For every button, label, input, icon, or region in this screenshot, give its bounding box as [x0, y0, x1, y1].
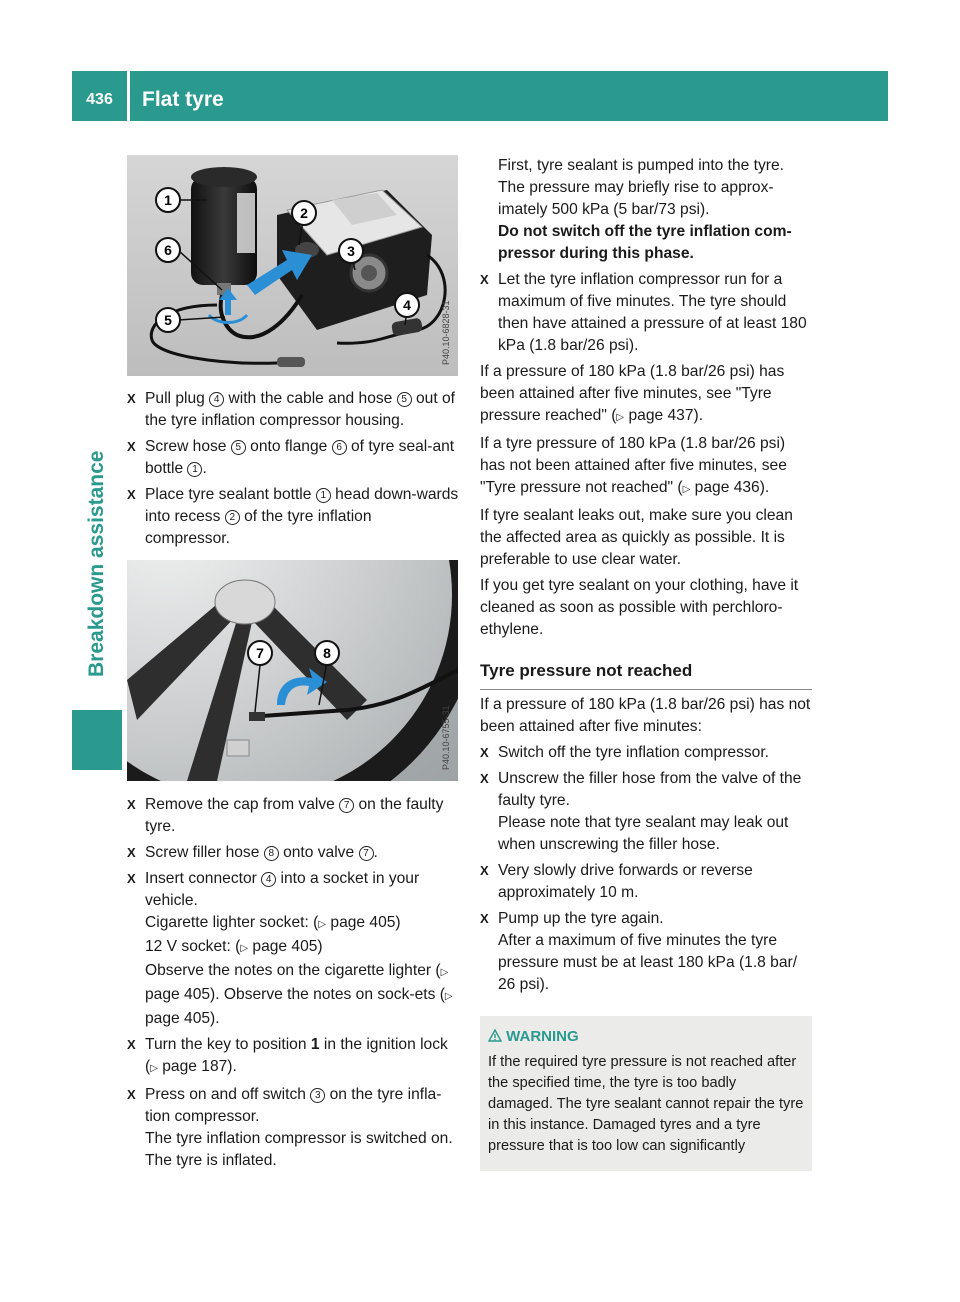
figure-code: P40.10-6755-31 [441, 705, 451, 770]
callout-1 [156, 188, 180, 212]
page-ref-icon: ▷ [682, 484, 691, 495]
page-ref-icon: ▷ [440, 967, 449, 978]
step-marker: X [127, 391, 136, 406]
warning-text: If the required tyre pressure is not reached after the specified time, the tyre is too badly damaged. The tyre sealant cannot repair the tyre in this instance. Damaged tyres and a tyre pressure that is too low can significantly [488, 1054, 804, 1154]
page-title: Flat tyre [142, 88, 224, 111]
callout-6 [156, 238, 180, 262]
step-run-compressor: X Let the tyre inflation compressor run for a maximum of five minutes. The tyre should then have attained a pressure of at least 180 kPa (1.8 bar/26 psi). [480, 271, 807, 354]
page-header [72, 71, 888, 121]
step-remove-cap: X Remove the cap from valve 7 on the faulty tyre. [127, 796, 444, 835]
page-ref-icon: ▷ [616, 412, 625, 423]
step-marker: X [480, 911, 489, 926]
step-pump-again: X Pump up the tyre again. After a maximum of five minutes the tyre pressure must be at least 180 kPa (1.8 bar/ 26 psi). [480, 910, 798, 993]
page-ref-icon: ▷ [150, 1063, 158, 1074]
compressor-figure [127, 155, 458, 376]
page-ref-icon: ▷ [318, 919, 327, 930]
left-steps-block-2 [127, 794, 459, 1176]
right-column [480, 155, 812, 1171]
header-divider [127, 71, 130, 121]
page-number: 436 [86, 91, 113, 108]
warning-box [480, 1016, 812, 1171]
step-press-switch: X Press on and off switch 3 on the tyre infla-tion compressor. The tyre inflation compressor is switched on. The tyre is inflated. [127, 1086, 453, 1169]
svg-text:6: 6 [164, 242, 172, 258]
svg-text:3: 3 [347, 243, 355, 259]
paragraph-not-attained-intro: If a pressure of 180 kPa (1.8 bar/26 psi) has not been attained after five minutes: [480, 696, 811, 735]
step-marker: X [127, 439, 136, 454]
callout-7 [248, 641, 272, 665]
step-marker: X [480, 771, 489, 786]
step-screw-hose: X Screw hose 5 onto flange 6 of tyre seal-ant bottle 1 . [127, 438, 455, 477]
warning-icon [488, 1029, 502, 1042]
svg-text:4: 4 [403, 297, 411, 313]
paragraph-clothing: If you get tyre sealant on your clothing, have it cleaned as soon as possible with perchloro-ethylene. [480, 577, 799, 638]
warning-title: WARNING [488, 1026, 804, 1047]
svg-text:7: 7 [256, 645, 264, 661]
step-marker: X [127, 797, 136, 812]
wheel-figure [127, 560, 458, 781]
section-heading: Tyre pressure not reached [480, 659, 812, 690]
page-ref-icon: ▷ [240, 943, 249, 954]
left-steps-block-1 [127, 388, 459, 554]
svg-text:2: 2 [300, 205, 308, 221]
svg-text:8: 8 [323, 645, 331, 661]
step-turn-key: X Turn the key to position 1 in the ignition lock (▷ page 187). [127, 1036, 448, 1075]
step-marker: X [127, 845, 136, 860]
callout-5 [156, 308, 180, 332]
step-marker: X [480, 863, 489, 878]
compressor-illustration [127, 155, 458, 376]
step-screw-filler-hose: X Screw filler hose 8 onto valve 7 . [127, 842, 459, 864]
svg-text:1: 1 [164, 192, 172, 208]
callout-2 [292, 201, 316, 225]
sidebar-color-block [72, 710, 122, 770]
svg-text:5: 5 [164, 312, 172, 328]
sidebar-section-tab [72, 145, 122, 705]
callout-3 [339, 239, 363, 263]
step-pull-plug: X Pull plug 4 with the cable and hose 5 out of the tyre inflation compressor housing. [127, 390, 456, 429]
step-marker: X [480, 745, 489, 760]
paragraph-pressure-not-attained: If a tyre pressure of 180 kPa (1.8 bar/26 psi) has not been attained after five minutes, see "Tyre pressure not reached" (▷ page 436). [480, 435, 787, 496]
step-marker: X [480, 272, 489, 287]
step-place-bottle: X Place tyre sealant bottle 1 head down-wards into recess 2 of the tyre inflation compressor. [127, 486, 459, 547]
page-ref-icon: ▷ [444, 991, 453, 1002]
figure-code: P40.10-6828-31 [441, 300, 451, 365]
wheel-illustration [127, 560, 458, 781]
step-marker: X [127, 871, 136, 886]
step-unscrew-hose: X Unscrew the filler hose from the valve of the faulty tyre. Please note that tyre sealant may leak out when unscrewing the filler hose. [480, 770, 802, 853]
step-insert-connector: X Insert connector 4 into a socket in your vehicle. Cigarette lighter socket: (▷ page 405) 12 V socket: (▷ page 405) Observe the notes on the cigarette lighter (▷ page 405). Observe the notes on sock-ets (▷ page 405). [127, 870, 453, 1027]
callout-8 [315, 641, 339, 665]
step-marker: X [127, 1087, 136, 1102]
sidebar-section-label: Breakdown assistance [85, 450, 108, 677]
step-drive-slowly: X Very slowly drive forwards or reverse approximately 10 m. [480, 862, 753, 901]
continued-step-text: First, tyre sealant is pumped into the tyre. The pressure may briefly rise to approx-imately 500 kPa (5 bar/73 psi). Do not switch off the tyre inflation com-pressor during this phase. [498, 157, 792, 262]
step-marker: X [127, 1037, 136, 1052]
callout-4 [395, 293, 419, 317]
paragraph-sealant-leak: If tyre sealant leaks out, make sure you clean the affected area as quickly as possible. It is preferable to use clear water. [480, 507, 793, 568]
paragraph-pressure-attained: If a pressure of 180 kPa (1.8 bar/26 psi) has been attained after five minutes, see "Tyre pressure reached" (▷ page 437). [480, 363, 785, 424]
step-switch-off: X Switch off the tyre inflation compressor. [480, 742, 812, 764]
step-marker: X [127, 487, 136, 502]
